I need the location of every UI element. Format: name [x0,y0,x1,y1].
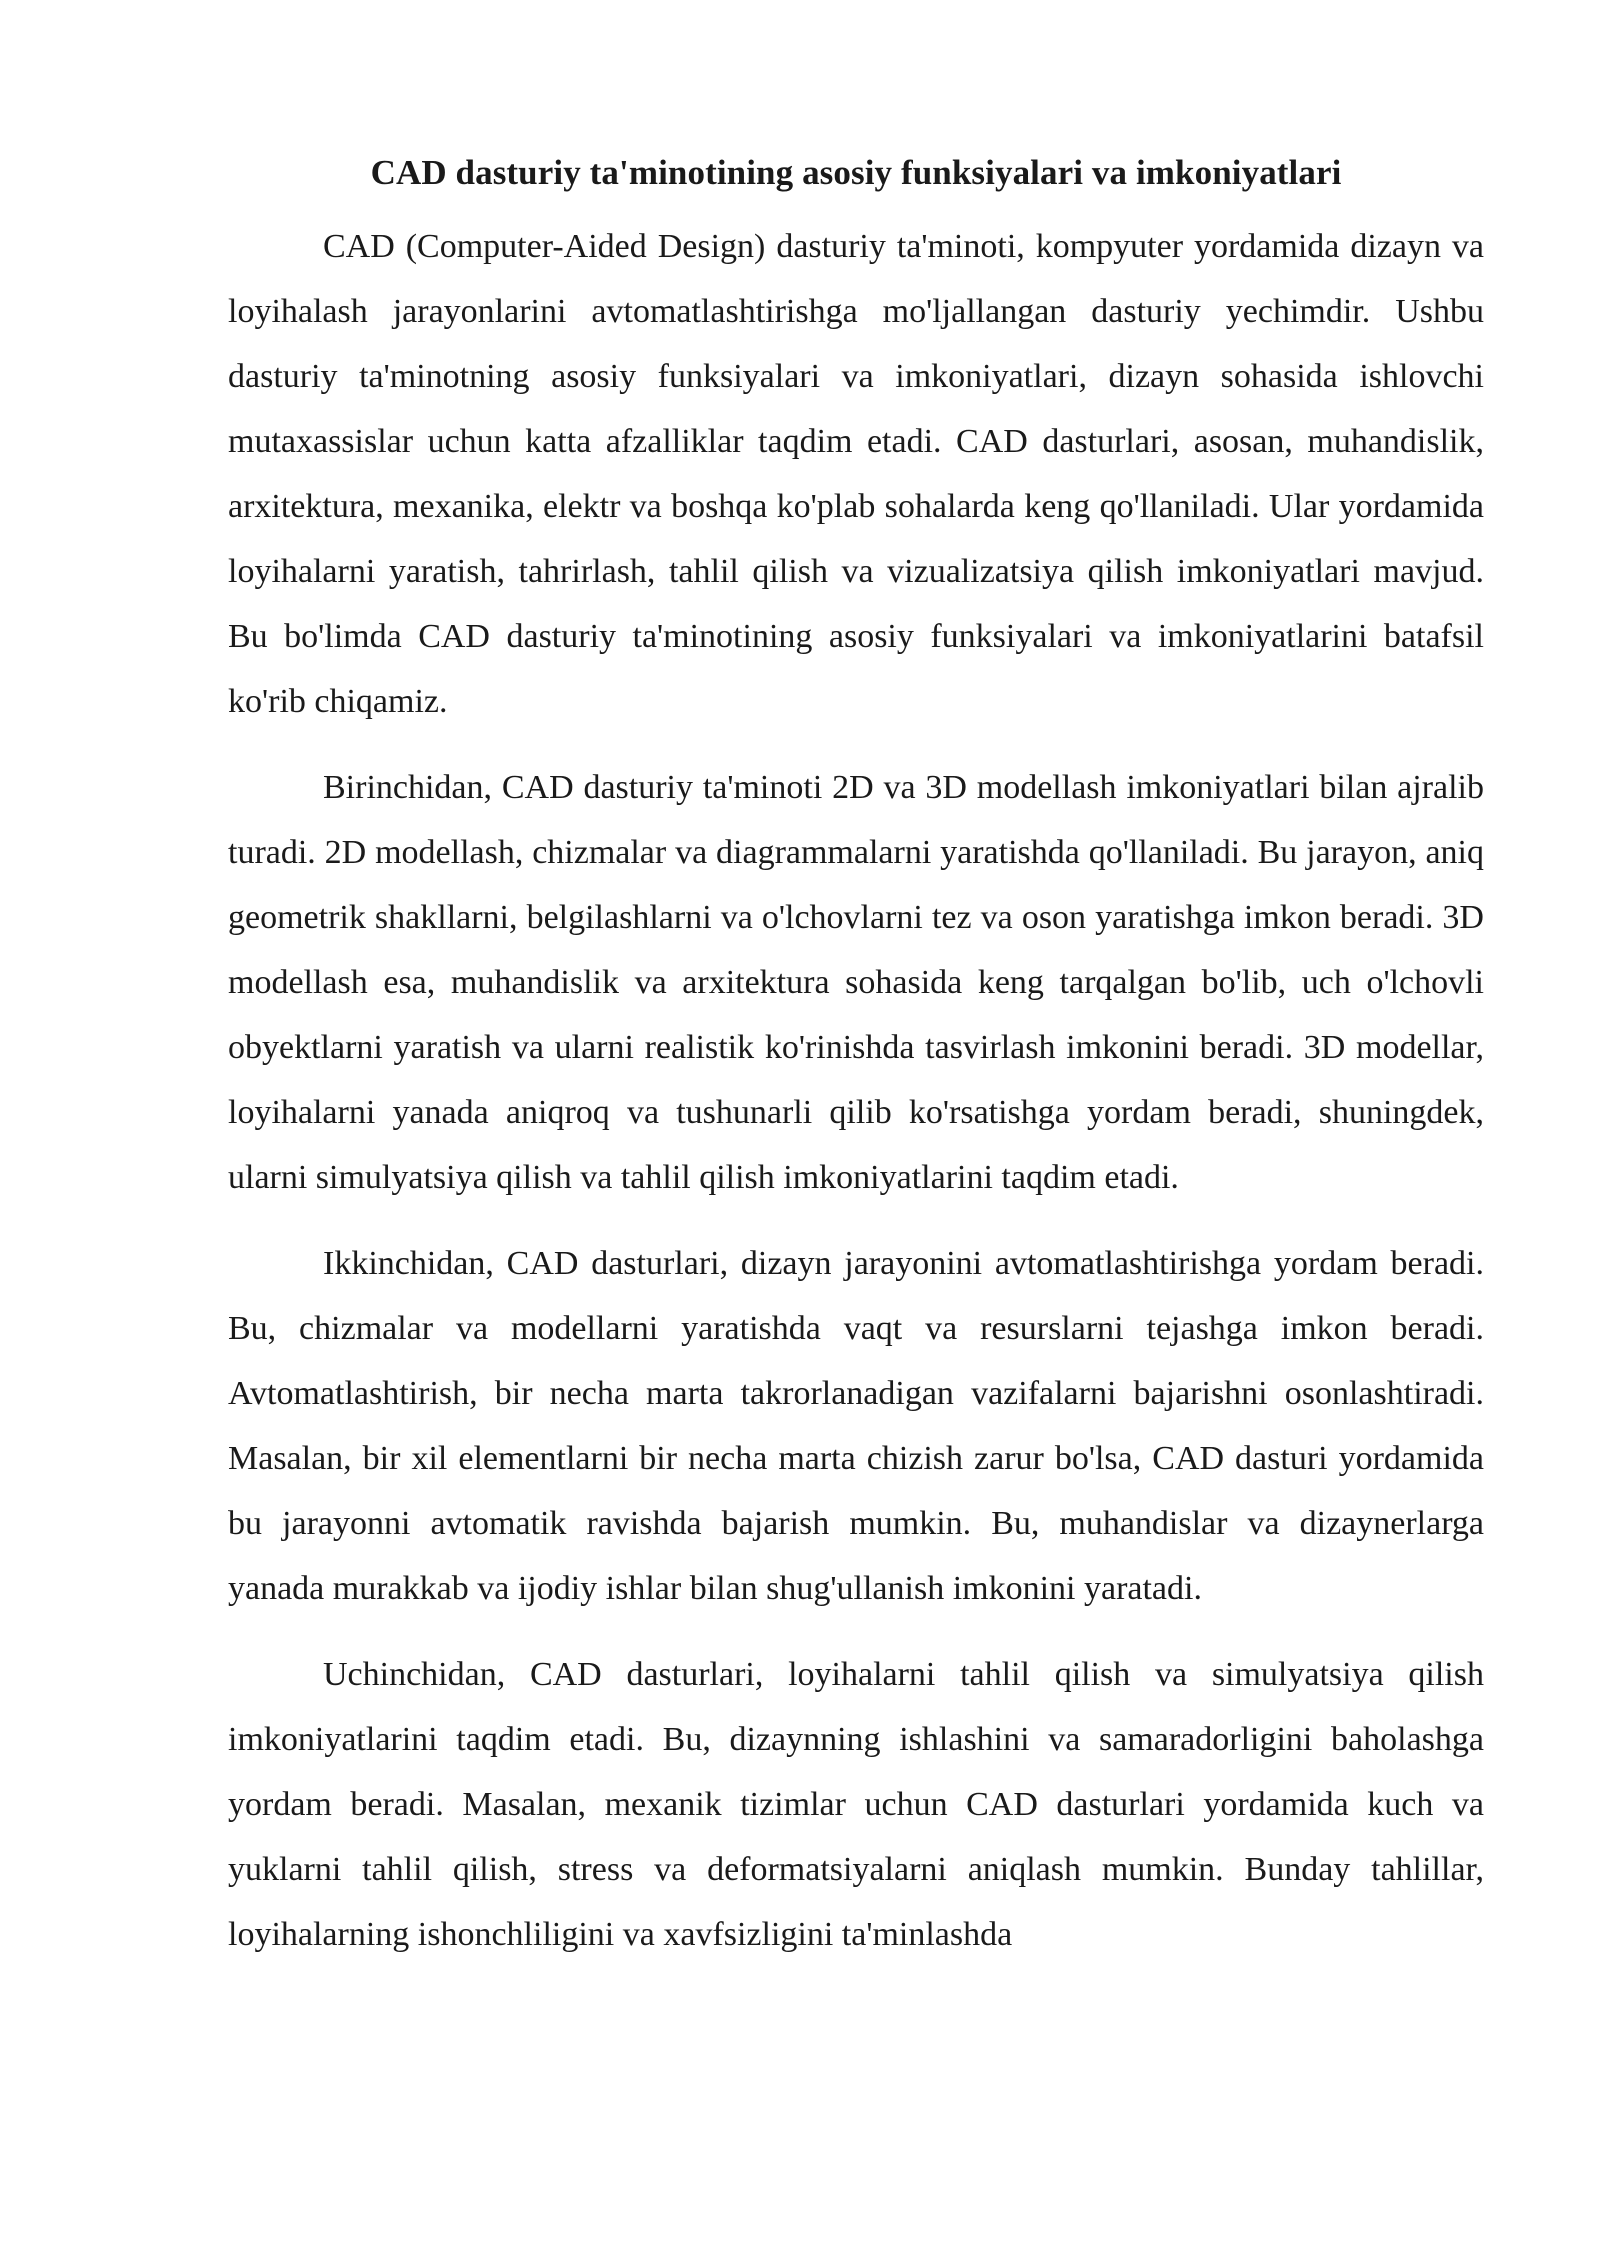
document-page [228,148,1484,1967]
paragraph-second-point: Ikkinchidan, CAD dasturlari, dizayn jarayonini avtomatlashtirishga yordam beradi. Bu, chizmalar va modellarni yaratishda vaqt va resurslarni tejashga imkon beradi. Avtomatlashtirish, bir necha marta takrorlanadigan vazifalarni bajarishni osonlashtiradi. Masalan, bir xil elementlarni bir necha marta chizish zarur bo'lsa, CAD dasturi yordamida bu jarayonni avtomatik ravishda bajarish mumkin. Bu, muhandislar va dizaynerlarga yanada murakkab va ijodiy ishlar bilan shug'ullanish imkonini yaratadi. [228,1245,1484,1607]
document-title: CAD dasturiy ta'minotining asosiy funksiyalari va imkoniyatlari [370,153,1342,192]
paragraph-first-point: Birinchidan, CAD dasturiy ta'minoti 2D va 3D modellash imkoniyatlari bilan ajralib turadi. 2D modellash, chizmalar va diagrammalarni yaratishda qo'llaniladi. Bu jarayon, aniq geometrik shakllarni, belgilashlarni va o'lchovlarni tez va oson yaratishga imkon beradi. 3D modellash esa, muhandislik va arxitektura sohasida keng tarqalgan bo'lib, uch o'lchovli obyektlarni yaratish va ularni realistik ko'rinishda tasvirlash imkonini beradi. 3D modellar, loyihalarni yanada aniqroq va tushunarli qilib ko'rsatishga yordam beradi, shuningdek, ularni simulyatsiya qilish va tahlil qilish imkoniyatlarini taqdim etadi. [228,769,1484,1196]
paragraph-intro: CAD (Computer-Aided Design) dasturiy ta'minoti, kompyuter yordamida dizayn va loyihalash jarayonlarini avtomatlashtirishga mo'ljallangan dasturiy yechimdir. Ushbu dasturiy ta'minotning asosiy funksiyalari va imkoniyatlari, dizayn sohasida ishlovchi mutaxassislar uchun katta afzalliklar taqdim etadi. CAD dasturlari, asosan, muhandislik, arxitektura, mexanika, elektr va boshqa ko'plab sohalarda keng qo'llaniladi. Ular yordamida loyihalarni yaratish, tahrirlash, tahlil qilish va vizualizatsiya qilish imkoniyatlari mavjud. Bu bo'limda CAD dasturiy ta'minotining asosiy funksiyalari va imkoniyatlarini batafsil ko'rib chiqamiz. [228,228,1484,720]
paragraph-third-point: Uchinchidan, CAD dasturlari, loyihalarni tahlil qilish va simulyatsiya qilish imkoniyatlarini taqdim etadi. Bu, dizaynning ishlashini va samaradorligini baholashga yordam beradi. Masalan, mexanik tizimlar uchun CAD dasturlari yordamida kuch va yuklarni tahlil qilish, stress va deformatsiyalarni aniqlash mumkin. Bunday tahlillar, loyihalarning ishonchliligini va xavfsizligini ta'minlashda [228,1656,1484,1953]
